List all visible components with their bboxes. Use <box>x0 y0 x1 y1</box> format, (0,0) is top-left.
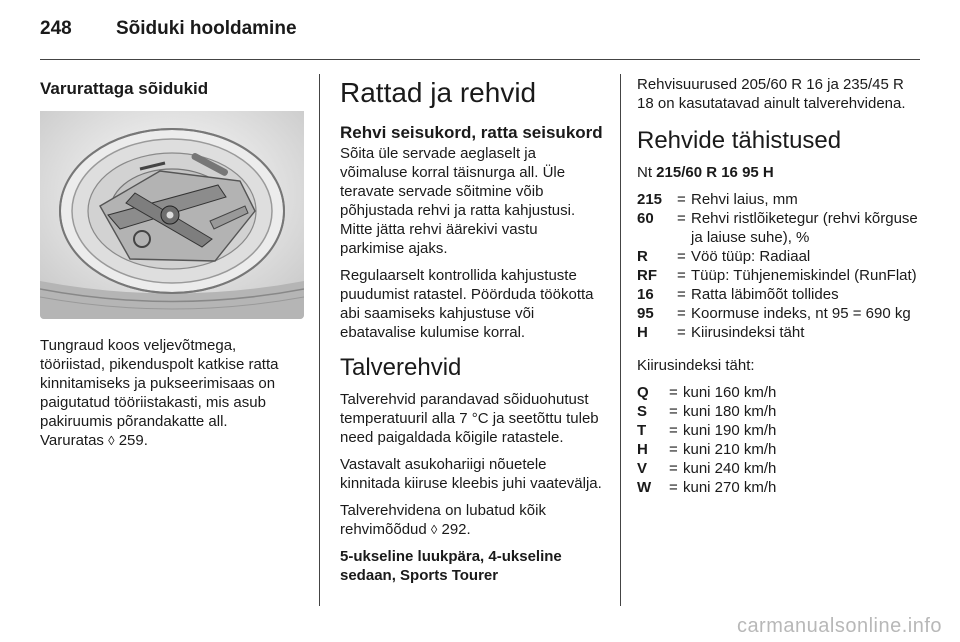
page-title: Sõiduki hooldamine <box>116 18 297 39</box>
speed-index-row <box>637 478 922 497</box>
code-key: H <box>637 441 648 458</box>
right-column <box>637 66 922 505</box>
definition-row <box>637 285 922 304</box>
speed-index-list <box>637 383 922 497</box>
page-number: 248 <box>40 18 72 39</box>
paragraph: Regulaarselt kontrollida kahjustuste puudumist ratastel. Pöörduda töökotta abi saamiseks kahjustuse või ebatavalise kulumise korral. <box>340 267 594 341</box>
code-description: Vöö tüüp: Radiaal <box>691 248 811 265</box>
equals-sign: = <box>669 441 678 458</box>
cross-reference[interactable]: Varuratas ◊ 259. <box>40 432 148 449</box>
code-description: kuni 270 km/h <box>683 479 777 496</box>
equals-sign: = <box>677 210 686 227</box>
speed-index-row <box>637 459 922 478</box>
equals-sign: = <box>677 305 686 322</box>
definition-row <box>637 247 922 266</box>
equals-sign: = <box>677 286 686 303</box>
code-description: Koormuse indeks, nt 95 = 690 kg <box>691 305 911 322</box>
definition-row <box>637 266 922 285</box>
speed-index-row <box>637 402 922 421</box>
equals-sign: = <box>669 460 678 477</box>
header-rule <box>40 59 920 60</box>
chapter-title: Rattad ja rehvid <box>340 77 537 108</box>
code-key: Q <box>637 384 649 401</box>
code-description: Tüüp: Tühjenemiskindel (RunFlat) <box>691 267 917 284</box>
section-title-tyre-markings: Rehvide tähistused <box>637 127 842 154</box>
paragraph: Talverehvid parandavad sõiduohutust temperatuuril alla 7 °C ja seetõttu tuleb need paigaldada kõigile ratastele. <box>340 391 599 446</box>
code-description: kuni 190 km/h <box>683 422 777 439</box>
equals-sign: = <box>677 267 686 284</box>
reference-arrow-icon: ◊ <box>108 433 115 448</box>
definition-row <box>637 323 922 342</box>
equals-sign: = <box>677 324 686 341</box>
page-header <box>40 18 297 40</box>
code-description: Kiirusindeksi täht <box>691 324 805 341</box>
section-heading: Varurattaga sõidukid <box>40 79 209 98</box>
reference-arrow-icon: ◊ <box>430 522 438 537</box>
tyre-code-definitions <box>637 190 922 342</box>
code-description: Ratta läbimõõt tollides <box>691 286 839 303</box>
equals-sign: = <box>669 384 678 401</box>
code-description: Rehvi laius, mm <box>691 191 798 208</box>
definition-row <box>637 209 922 247</box>
spare-wheel-illustration <box>40 111 304 319</box>
code-description: Rehvi ristlõiketegur (rehvi kõrguse ja laiuse suhe), % <box>691 210 918 246</box>
speed-index-row <box>637 440 922 459</box>
speed-index-title: Kiirusindeksi täht: <box>637 357 755 374</box>
example-line: Nt 215/60 R 16 95 H <box>637 164 774 181</box>
left-column <box>40 66 304 458</box>
equals-sign: = <box>677 248 686 265</box>
column-divider <box>319 74 320 606</box>
code-description: kuni 180 km/h <box>683 403 777 420</box>
paragraph: Rehvisuurused 205/60 R 16 ja 235/45 R 18 on kasutatavad ainult talverehvidena. <box>637 76 906 112</box>
speed-index-row <box>637 421 922 440</box>
code-key: 16 <box>637 286 654 303</box>
subheading-winter-tyres: Talverehvid <box>340 354 462 381</box>
code-key: RF <box>637 267 657 284</box>
caption-text: Tungraud koos veljevõtmega, tööriistad, pikenduspolt katkise ratta kinnitamiseks ja pukseerimisaas on paigutatud tööriistakasti, mis asub pakiruumis põrandakatte all. Varuratas ◊ 259. <box>40 337 279 449</box>
code-description: kuni 210 km/h <box>683 441 777 458</box>
body-type-heading: 5-ukseline luukpära, 4-ukseline sedaan, Sports Tourer <box>340 548 562 584</box>
code-description: kuni 160 km/h <box>683 384 777 401</box>
code-key: R <box>637 248 648 265</box>
equals-sign: = <box>677 191 686 208</box>
equals-sign: = <box>669 403 678 420</box>
code-key: W <box>637 479 652 496</box>
column-divider <box>620 74 621 606</box>
code-key: 95 <box>637 305 654 322</box>
code-key: H <box>637 324 648 341</box>
code-key: T <box>637 422 647 439</box>
watermark: carmanualsonline.info <box>736 615 942 637</box>
paragraph: Vastavalt asukohariigi nõuetele kinnitada kiiruse kleebis juhi vaatevälja. <box>340 456 602 492</box>
speed-index-row <box>637 383 922 402</box>
code-key: S <box>637 403 648 420</box>
code-key: 60 <box>637 210 654 227</box>
code-key: 215 <box>637 191 663 208</box>
code-description: kuni 240 km/h <box>683 460 777 477</box>
cross-reference[interactable]: ◊ 292. <box>430 521 471 538</box>
equals-sign: = <box>669 479 678 496</box>
equals-sign: = <box>669 422 678 439</box>
code-key: V <box>637 460 648 477</box>
paragraph: Talverehvidena on lubatud kõik rehvimõõdud ◊ 292. <box>340 502 546 538</box>
definition-row <box>637 304 922 323</box>
subheading-tyre-condition: Rehvi seisukord, ratta seisukord <box>340 123 603 142</box>
middle-column <box>340 66 605 593</box>
definition-row <box>637 190 922 209</box>
paragraph: Sõita üle servade aeglaselt ja võimaluse korral täisnurga all. Üle teravate servade sõitmine võib põhjustada rehvi ja ratta kahjustusi. Mitte jätta rehvi äärekivi vastu parkimise ajaks. <box>340 145 576 257</box>
